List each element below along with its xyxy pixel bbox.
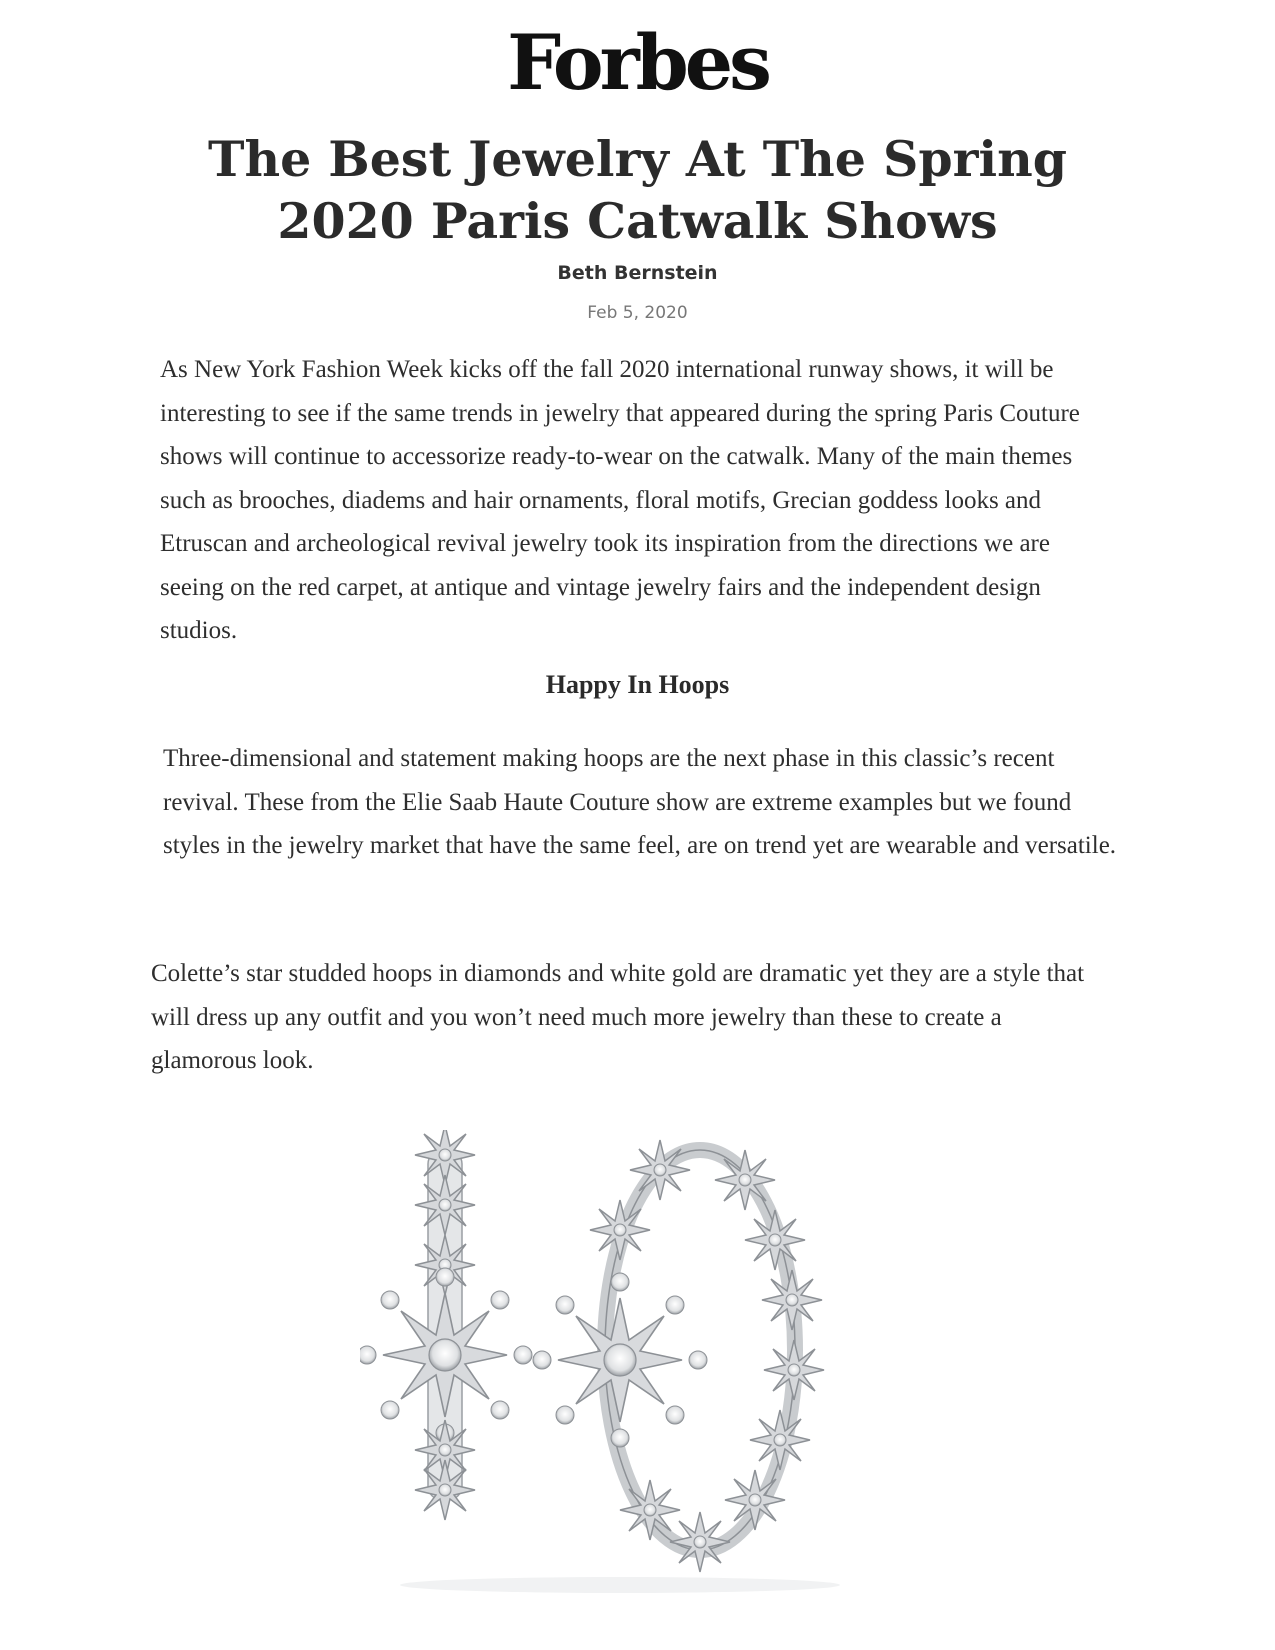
right-hoop-earring xyxy=(533,1140,824,1572)
article-date: Feb 5, 2020 xyxy=(587,303,688,323)
forbes-logo[interactable]: Forbes xyxy=(507,18,768,107)
section-subheading: Happy In Hoops xyxy=(545,670,730,699)
article-paragraph-colette: Colette’s star studded hoops in diamonds and white gold are dramatic yet they are a style that will dress up any outfit and you won’t need much more jewelry than these to create a glamorous look. xyxy=(151,960,1085,1074)
hoop-earrings-illustration xyxy=(360,1130,880,1600)
hoop-earrings-image xyxy=(360,1130,880,1600)
article-author[interactable]: Beth Bernstein xyxy=(557,262,718,284)
left-hoop-earring xyxy=(360,1130,532,1520)
article-paragraph-intro: As New York Fashion Week kicks off the fall 2020 international runway shows, it will be interesting to see if the same trends in jewelry that appeared during the spring Paris Couture shows will continue to accessorize ready-to-wear on the catwalk. Many of the main themes such as brooches, diadems and hair ornaments, floral motifs, Grecian goddess looks and Etruscan and archeological revival jewelry took its inspiration from the directions we are seeing on the red carpet, at antique and vintage jewelry fairs and the independent design studios. xyxy=(160,356,1080,644)
article-title: The Best Jewelry At The Spring 2020 Paris Catwalk Shows xyxy=(207,130,1067,250)
article-paragraph-hoops: Three-dimensional and statement making hoops are the next phase in this classic’s recent revival. These from the Elie Saab Haute Couture show are extreme examples but we found styles in the jewelry market that have the same feel, are on trend yet are wearable and versatile. xyxy=(163,745,1117,859)
